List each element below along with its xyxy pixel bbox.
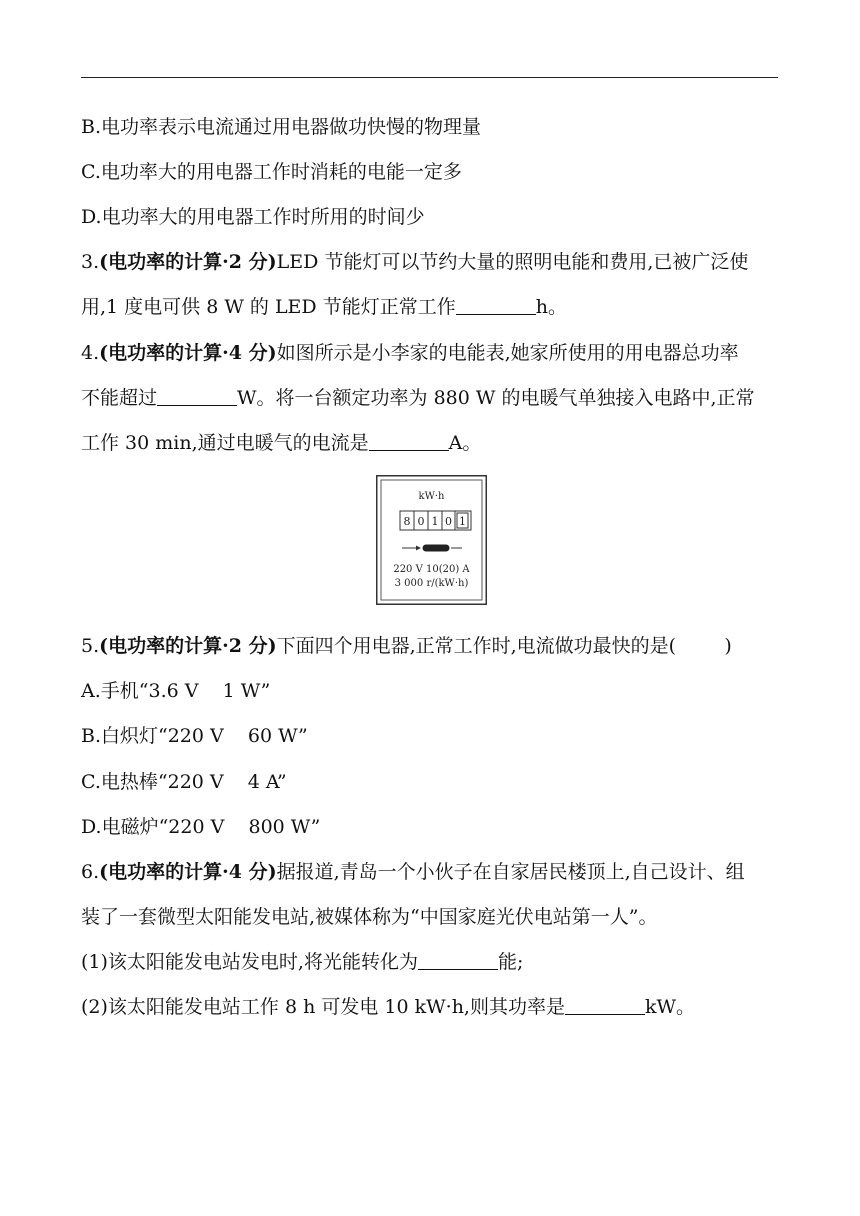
q6-sub1-text-before-blank: (1)该太阳能发电站发电时,将光能转化为 — [81, 951, 418, 973]
q5-option-d: D.电磁炉“220 V 800 W” — [81, 816, 321, 838]
q4-text-before-blank: 不能超过 — [81, 387, 158, 409]
q5-tag: (电功率的计算·2 分) — [99, 635, 277, 657]
q5-number: 5. — [81, 635, 100, 657]
q2-option-d: D.电功率大的用电器工作时所用的时间少 — [81, 206, 425, 228]
q5-option-b: B.白炽灯“220 V 60 W” — [81, 725, 308, 747]
q6-sub2-text-after-blank: kW。 — [644, 996, 696, 1018]
q3-text-after-blank: h。 — [535, 296, 567, 318]
answer-blank[interactable] — [565, 996, 645, 1015]
q6-line-1 — [81, 860, 745, 884]
meter-constant: 3 000 r/(kW·h) — [394, 578, 469, 589]
meter-digit: 1 — [459, 515, 466, 528]
q3-text-before-blank: 用,1 度电可供 8 W 的 LED 节能灯正常工作 — [81, 296, 456, 318]
q2-option-c: C.电功率大的用电器工作时消耗的电能一定多 — [81, 161, 462, 183]
electric-meter-figure — [376, 475, 487, 605]
q3-text: LED 节能灯可以节约大量的照明电能和费用,已被广泛使 — [276, 251, 749, 273]
q3-tag: (电功率的计算·2 分) — [99, 251, 277, 273]
answer-blank[interactable] — [456, 296, 536, 315]
q4-line-2 — [81, 386, 755, 410]
q4-text-before-blank-2: 工作 30 min,通过电暖气的电流是 — [81, 432, 369, 454]
q5-stem — [81, 634, 732, 658]
q3-number: 3. — [81, 251, 100, 273]
q3-line-1 — [81, 250, 748, 274]
meter-digit: 8 — [403, 515, 411, 528]
meter-rotating-disc — [402, 545, 462, 551]
q3-line-2 — [81, 295, 567, 319]
q5-option-c: C.电热棒“220 V 4 A” — [81, 771, 287, 793]
answer-blank[interactable] — [369, 432, 449, 451]
q6-sub-2 — [81, 995, 695, 1019]
meter-unit-label: kW·h — [418, 491, 445, 502]
q6-sub1-text-after-blank: 能; — [497, 951, 524, 973]
q5-option-a: A.手机“3.6 V 1 W” — [81, 680, 271, 702]
q4-text: 如图所示是小李家的电能表,她家所使用的用电器总功率 — [276, 342, 739, 364]
q4-tag: (电功率的计算·4 分) — [99, 342, 277, 364]
q6-tag: (电功率的计算·4 分) — [99, 861, 277, 883]
meter-rating: 220 V 10(20) A — [393, 564, 470, 575]
answer-blank[interactable] — [157, 387, 237, 406]
disc-icon — [423, 545, 449, 551]
q6-text: 据报道,青岛一个小伙子在自家居民楼顶上,自己设计、组 — [276, 861, 745, 883]
q4-text-after-blank: W。将一台额定功率为 880 W 的电暖气单独接入电路中,正常 — [237, 387, 755, 409]
q6-line-2: 装了一套微型太阳能发电站,被媒体称为“中国家庭光伏电站第一人”。 — [81, 906, 658, 928]
meter-digit-display — [400, 511, 471, 530]
meter-digit: 0 — [445, 515, 452, 528]
meter-digit: 1 — [431, 515, 439, 528]
q4-number: 4. — [81, 342, 100, 364]
q6-sub-1 — [81, 950, 523, 974]
q2-option-b: B.电功率表示电流通过用电器做功快慢的物理量 — [81, 116, 482, 138]
q6-sub2-text-before-blank: (2)该太阳能发电站工作 8 h 可发电 10 kW·h,则其功率是 — [81, 996, 565, 1018]
header-rule — [81, 77, 778, 78]
q6-number: 6. — [81, 861, 100, 883]
meter-digit: 0 — [417, 515, 425, 528]
answer-blank[interactable] — [418, 951, 498, 970]
q4-line-1 — [81, 341, 739, 365]
q4-text-after-blank-2: A。 — [448, 432, 482, 454]
q5-text: 下面四个用电器,正常工作时,电流做功最快的是( ) — [276, 635, 732, 657]
q4-line-3 — [81, 431, 481, 455]
